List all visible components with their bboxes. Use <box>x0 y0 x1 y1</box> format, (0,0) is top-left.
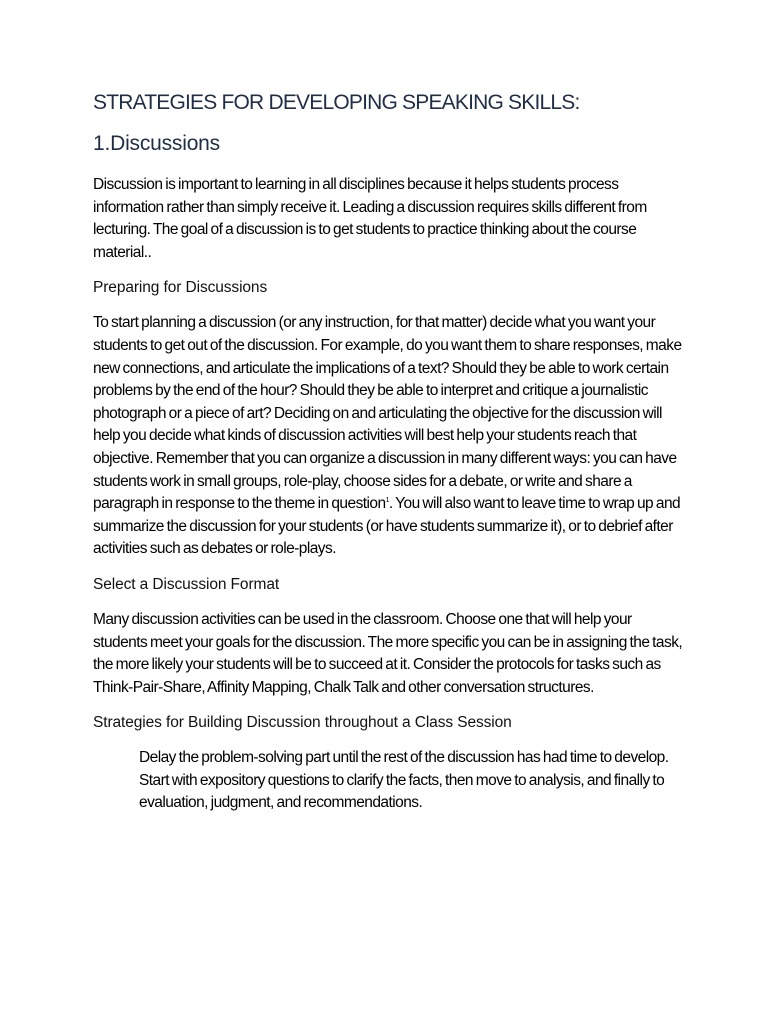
document-title: STRATEGIES FOR DEVELOPING SPEAKING SKILLS: <box>93 91 580 114</box>
format-paragraph: Many discussion activities can be used in the classroom. Choose one that will help your students meet your goals for the discussion. The more specific you can be in assigning the task, the more likely your students will be to succeed at it. Consider the protocols for tasks such as Think-Pair-Share, Affinity Mapping, Chalk Talk and other conversation structures. <box>93 610 683 696</box>
preparing-paragraph <box>93 312 688 561</box>
subheading-preparing: Preparing for Discussions <box>93 279 268 297</box>
preparing-text-part1: To start planning a discussion (or any instruction, for that matter) decide what you want your students to get out of the discussion. For example, do you want them to share responses, make new connections, and articulate the implications of a text? Should they be able to work certain problems by the end of the hour? Should they be able to interpret and critique a journalistic photograph or a piece of art? Deciding on and articulating the objective for the discussion will help you decide what kinds of discussion activities will best help your students reach that objective. Remember that you can organize a discussion in many different ways: you can have students work in small groups, role-play, choose sides for a debate, or write and share a paragraph in response to the theme in question <box>93 314 682 513</box>
strategies-paragraph: Delay the problem-solving part until the rest of the discussion has had time to develop. Start with expository questions to clarify the facts, then move to analysis, and finally to evaluation, judgment, and recommendations. <box>139 749 669 812</box>
preparing-text-part2: . You will also want to leave time to wrap up and summarize the discussion for your students (or have students summarize it), or to debrief after activities such as debates or role-plays. <box>93 495 681 558</box>
subheading-format: Select a Discussion Format <box>93 575 280 593</box>
footnote-marker: 1 <box>385 496 389 504</box>
intro-paragraph: Discussion is important to learning in all disciplines because it helps students process information rather than simply receive it. Leading a discussion requires skills different from lecturing. The goal of a discussion is to get students to practice thinking about the course material.. <box>93 176 647 261</box>
section-heading-discussions: 1.Discussions <box>93 132 220 155</box>
subheading-strategies: Strategies for Building Discussion throughout a Class Session <box>93 714 512 732</box>
